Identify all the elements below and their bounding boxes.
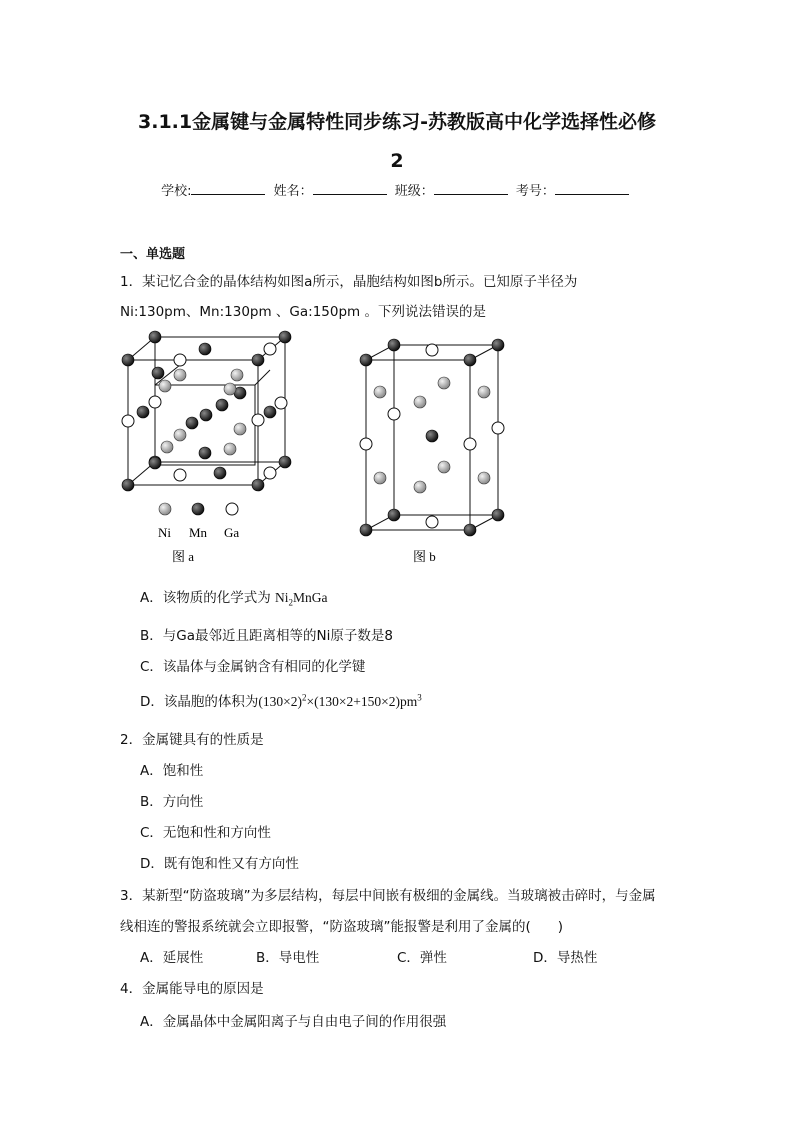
q2-option-b[interactable]: B．方向性 <box>140 794 204 810</box>
q3-option-a[interactable]: A．延展性 <box>140 950 204 966</box>
class-blank[interactable] <box>434 182 508 195</box>
q3-option-b[interactable]: B．导电性 <box>256 950 320 966</box>
figure-b-mn-atoms <box>360 339 504 536</box>
school-label: 学校: <box>161 184 192 199</box>
legend-ga-label: Ga <box>224 525 240 540</box>
figure-a-crystal <box>122 331 291 564</box>
q1-option-a-formula: $Ni_2MnGa$ <box>275 590 328 608</box>
q1-option-a[interactable] <box>140 586 328 608</box>
school-blank[interactable] <box>191 182 265 195</box>
q2-stem: 2．金属键具有的性质是 <box>120 732 264 748</box>
name-label: 姓名： <box>273 184 313 199</box>
q1-option-d-text: D．该晶胞的体积为 <box>140 694 259 710</box>
student-info-line <box>0 180 794 199</box>
section-heading: 一、单选题 <box>120 247 186 262</box>
q1-option-b[interactable]: B．与Ga最邻近且距离相等的Ni原子数是8 <box>140 628 393 644</box>
q1-option-d-formula: $(130\times 2)^2\times(130\times 2+150\times 2)pm^3$ <box>258 692 422 709</box>
q2-option-c[interactable]: C．无饱和性和方向性 <box>140 825 271 841</box>
legend-ga-swatch <box>226 503 238 515</box>
class-label: 班级： <box>394 184 434 199</box>
figure-a-caption: 图 a <box>172 549 195 564</box>
q1-option-d[interactable] <box>140 690 422 710</box>
figure-a-mn-atoms <box>122 331 291 491</box>
q1-stem-line1: 1．某记忆合金的晶体结构如图a所示，晶胞结构如图b所示。已知原子半径为 <box>120 274 578 290</box>
q2-option-d[interactable]: D．既有饱和性又有方向性 <box>140 856 299 872</box>
document-title: 3.1.1金属键与金属特性同步练习-苏教版高中化学选择性必修 <box>138 111 656 133</box>
q4-stem: 4．金属能导电的原因是 <box>120 981 264 997</box>
figure-b-caption: 图 b <box>413 549 436 564</box>
legend-ni-label: Ni <box>158 525 171 540</box>
crystal-figures <box>110 325 530 575</box>
q3-option-d[interactable]: D．导热性 <box>533 950 598 966</box>
legend-ni-swatch <box>159 503 171 515</box>
q1-option-c[interactable]: C．该晶体与金属钠含有相同的化学键 <box>140 659 366 675</box>
q3-stem-line2: 线相连的警报系统就会立即报警，“防盗玻璃”能报警是利用了金属的( ) <box>120 919 564 935</box>
q1-stem-line2: Ni:130pm、Mn:130pm 、Ga:150pm 。下列说法错误的是 <box>120 304 486 320</box>
figure-b-unit-cell <box>360 339 504 564</box>
q4-option-a[interactable]: A．金属晶体中金属阳离子与自由电子间的作用很强 <box>140 1014 447 1030</box>
q3-stem-line1: 3．某新型“防盗玻璃”为多层结构，每层中间嵌有极细的金属线。当玻璃被击碎时，与金属 <box>120 888 656 904</box>
document-title-line2: 2 <box>390 150 404 172</box>
name-blank[interactable] <box>313 182 387 195</box>
exam-no-blank[interactable] <box>555 182 629 195</box>
exam-no-label: 考号： <box>515 184 555 199</box>
q3-option-c[interactable]: C．弹性 <box>397 950 447 966</box>
legend-mn-swatch <box>192 503 204 515</box>
q1-option-a-text: A．该物质的化学式为 <box>140 590 276 606</box>
legend-mn-label: Mn <box>189 525 208 540</box>
q2-option-a[interactable]: A．饱和性 <box>140 763 204 779</box>
